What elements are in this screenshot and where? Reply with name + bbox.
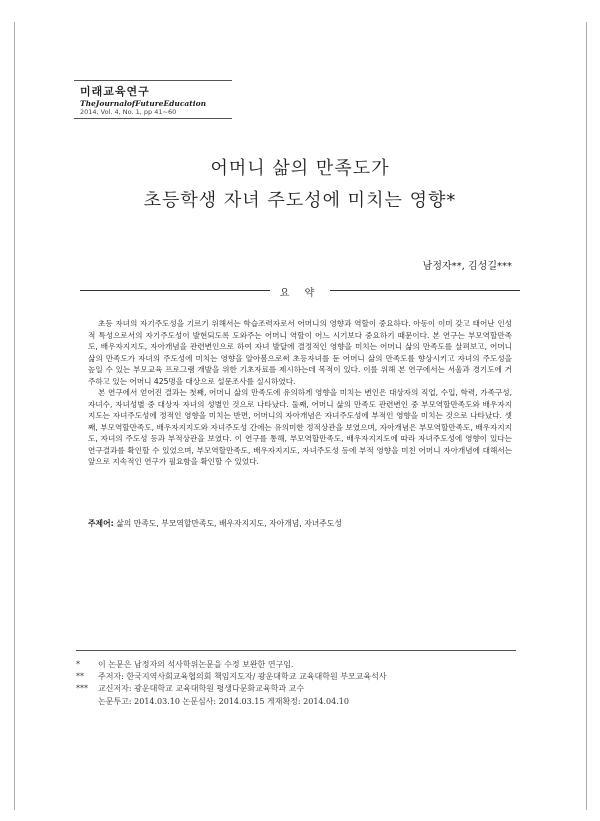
footnote-2-text: 주저자: 한국지역사회교육협의회 책임지도자/ 광운대학교 교육대학원 부모교육석사 [98,672,387,682]
journal-volume: 2014, Vol. 4, No. 1, pp 41~60 [80,108,177,116]
footnote-1-text: 이 논문은 남정자의 석사학위논문을 수정 보완한 연구임. [98,660,294,669]
keywords-list: 삶의 만족도, 부모역할만족도, 배우자지지도, 자아개념, 자녀주도성 [116,519,342,528]
footnote-2 [76,671,536,683]
footnote-1 [76,659,536,671]
paper-title-line2: 초등학생 자녀 주도성에 미치는 영향* [143,190,457,211]
journal-name-korean: 미래교육연구 [80,85,150,98]
abstract-paragraph-1: 초등 자녀의 자기주도성을 기르기 위해서는 학습조력자로서 어머니의 영향과 역할이 중요하다. 아동이 이미 갖고 태어난 인성적 특성으로서의 자기주도성이 발현되도록 도와주는 어머니 역할이 어느 시기보다 중요하기 때문이다. 본 연구는 부모역할만족도, 배우자지지도, 자아개념을 관련변인으로 하여 자녀 발달에 결정적인 영향을 미치는 어머니 삶의 만족도를 살펴보고, 어머니 삶의 만족도가 자녀의 주도성에 미치는 영향을 알아봄으로써 초등자녀를 둔 어머니 삶의 만족도를 향상시키고 자녀의 주도성을 높일 수 있는 부모교육 프로그램 개발을 위한 기초자료를 제시하는데 목적이 있다. 이를 위해 본 연구에서는 서울과 경기도에 거주하고 있는 어머니 425명을 대상으로 설문조사를 실시하였다. [88,319,512,386]
footnote-3-mark: *** [76,684,88,694]
footnote-3-text: 교신저자: 광운대학교 교육대학원 평생다문화교육학과 교수 [98,684,305,694]
footnotes [76,659,536,708]
footnote-1-mark: * [76,660,80,669]
footnote-divider [76,650,516,651]
abstract-heading [80,284,520,299]
journal-header [74,80,232,119]
abstract-body [88,318,512,468]
abstract-label: 요 약 [279,288,321,299]
paper-authors: 남정자**, 김성길*** [422,261,512,272]
footnote-2-mark: ** [76,672,84,682]
submission-dates: 논문투고: 2014.03.10 논문심사: 2014.03.15 게재확정: 2014.04.10 [98,696,349,706]
keywords-label: 주제어: [88,519,114,528]
abstract-rule-right [330,290,520,291]
footnote-3 [76,683,536,695]
journal-name-english: TheJournalofFutureEducation [80,99,207,108]
abstract-paragraph-2: 본 연구에서 얻어진 결과는 첫째, 어머니 삶의 만족도에 유의하게 영향을 미치는 변인은 대상자의 직업, 수입, 학력, 가족구성, 자녀수, 자녀성별 중 대상자 자녀의 성별인 것으로 나타났다. 둘째, 어머니 삶의 만족도 관련변인 중 부모역할만족도와 배우자지지도는 자녀주도성에 정적인 영향을 미치는 반면, 어머니의 자아개념은 자녀주도성에 부적인 영향을 미치는 것으로 나타났다. 셋째, 부모역할만족도, 배우자지지도와 자녀주도성 간에는 유의미한 정적상관을 보였으며, 자아개념은 부모역할만족도, 배우자지지도, 자녀의 주도성 등과 부적상관을 보였다. 이 연구를 통해, 부모역할만족도, 배우자지지도에 따라 자녀주도성에 영향이 있다는 연구결과를 확인할 수 있었으며, 부모역할만족도, 배우자지지도, 자녀주도성 등에 부적 영향을 미친 어머니 자아개념에 대해서는 앞으로 지속적인 연구가 필요함을 확인할 수 있었다. [88,388,512,466]
keywords [88,518,512,529]
paper-title-line1: 어머니 삶의 만족도가 [210,158,390,179]
